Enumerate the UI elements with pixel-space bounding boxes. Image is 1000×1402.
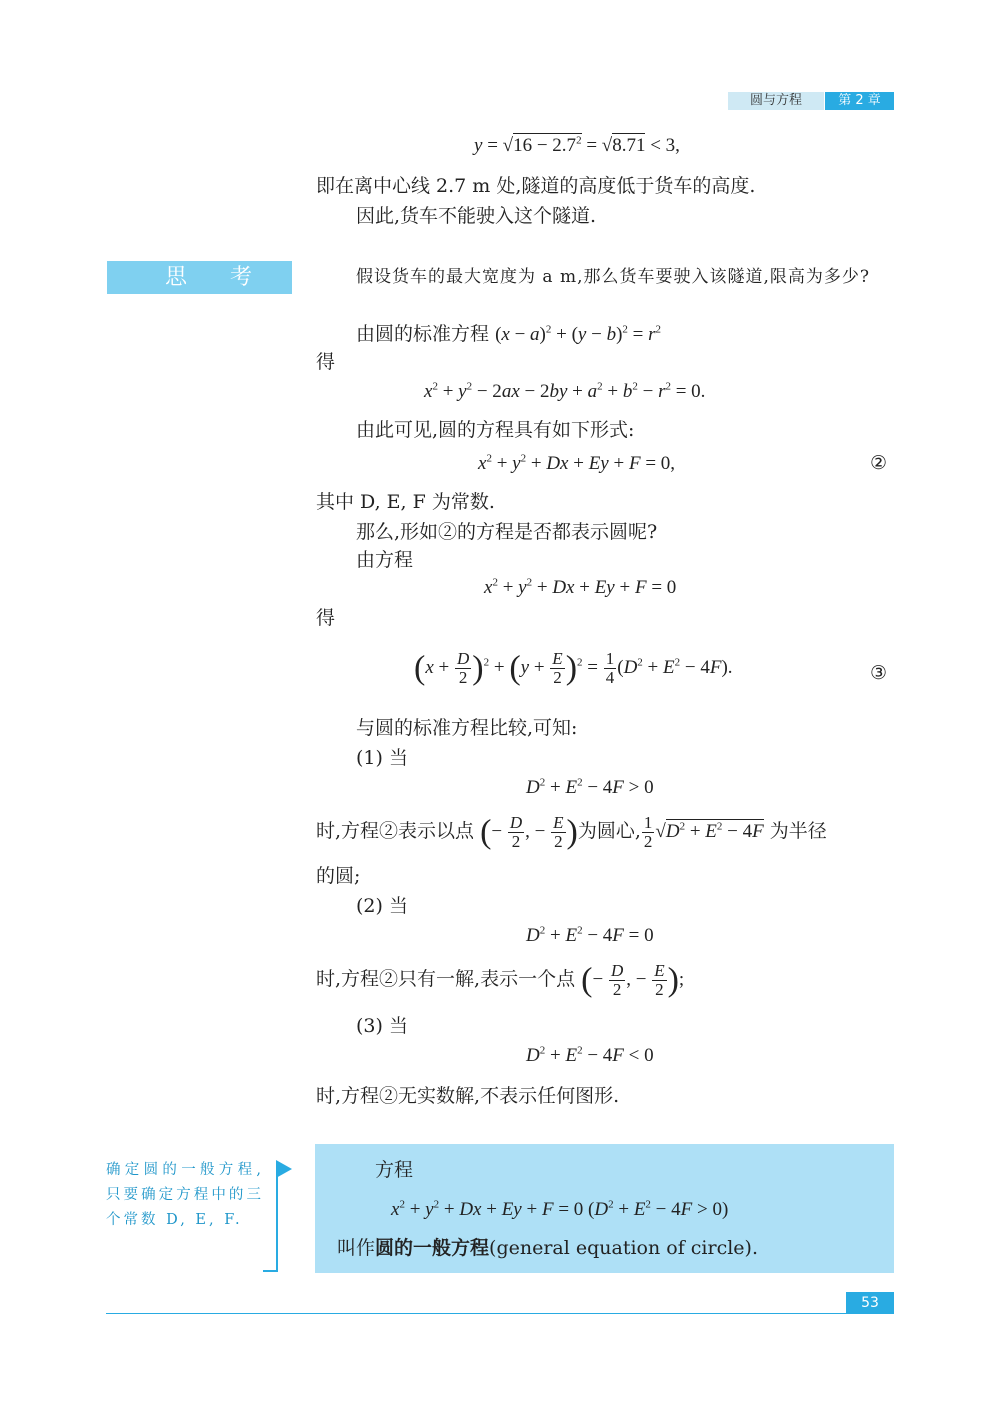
case-3-statement: 时,方程②无实数解,不表示任何图形. <box>316 1085 620 1107</box>
paragraph: 与圆的标准方程比较,可知: <box>356 717 578 739</box>
margin-note-bracket-foot <box>263 1270 278 1272</box>
case-1-condition: $D^2 + E^2 - 4F > 0$ <box>526 776 654 798</box>
definition-english: (general equation of circle). <box>489 1237 758 1259</box>
paragraph-text: 时,方程②表示以点 <box>316 819 475 842</box>
margin-note-bracket <box>276 1170 278 1272</box>
equation-label-2: ② <box>870 453 888 474</box>
paragraph: 由方程 <box>356 549 414 571</box>
equation-standard: $(x - a)^2 + (y - b)^2 = r^2$ <box>495 323 662 345</box>
equation-general-form: $x^2 + y^2 + Dx + Ey + F = 0$, <box>478 452 676 474</box>
definition-statement <box>337 1236 758 1260</box>
paragraph: 由此可见,圆的方程具有如下形式: <box>356 419 635 441</box>
equation-general: $x^2 + y^2 + Dx + Ey + F = 0$ <box>484 576 677 598</box>
margin-note: 确定圆的一般方程,只要确定方程中的三个常数 D, E, F. <box>106 1162 264 1228</box>
case-1-statement <box>316 814 827 851</box>
definition-term: 圆的一般方程 <box>375 1237 490 1259</box>
equation-completed-square: (x + $\frac{D}{2}$ )$^2$ + (y + $\frac{E}{2}$ )$^2$ = $\frac{1}{4}$ $(D^2 + E^2 - 4F)$. <box>414 649 733 687</box>
case-2-statement <box>316 962 684 999</box>
page-number: 53 <box>846 1292 894 1314</box>
equation-label-3: ③ <box>870 663 888 684</box>
case-3-label: (3) 当 <box>356 1015 408 1037</box>
paragraph: 其中 D, E, F 为常数. <box>316 491 495 513</box>
center-point: (− $\frac{D}{2}$ , − $\frac{E}{2}$ ) <box>480 813 578 851</box>
think-label: 思 考 <box>107 261 292 294</box>
paragraph-text: 由圆的标准方程 <box>356 323 490 345</box>
paragraph: 即在离中心线 2.7 m 处,隧道的高度低于货车的高度. <box>316 175 756 197</box>
single-point: (− $\frac{D}{2}$ , − $\frac{E}{2}$ ); <box>581 961 685 999</box>
case-3-condition: $D^2 + E^2 - 4F < 0$ <box>526 1044 654 1066</box>
paragraph: 得 <box>316 607 336 629</box>
paragraph-text: 时,方程②只有一解,表示一个点 <box>316 967 576 990</box>
chapter-number: 第 2 章 <box>825 92 894 110</box>
chapter-topic: 圆与方程 <box>728 92 824 110</box>
paragraph-text: 为半径 <box>769 819 827 842</box>
definition-intro: 方程 <box>375 1159 414 1181</box>
paragraph: 因此,货车不能驶入这个隧道. <box>356 205 597 227</box>
case-2-label: (2) 当 <box>356 895 408 917</box>
case-1-label: (1) 当 <box>356 747 408 769</box>
footer-rule <box>106 1313 846 1314</box>
flag-icon <box>276 1160 292 1178</box>
definition-equation: $x^2 + y^2 + Dx + Ey + F = 0$ $(D^2 + E^2 - 4F > 0)$ <box>391 1198 729 1220</box>
equation-y: $y = √16 - 2.7^2 = √8.71 < 3$, <box>474 134 680 156</box>
definition-box <box>315 1144 894 1273</box>
think-question: 假设货车的最大宽度为 a m,那么货车要驶入该隧道,限高为多少? <box>356 267 870 287</box>
case-2-condition: $D^2 + E^2 - 4F = 0$ <box>526 924 654 946</box>
paragraph: 那么,形如②的方程是否都表示圆呢? <box>356 521 658 543</box>
paragraph: 得 <box>316 351 336 373</box>
equation-expanded: $x^2 + y^2 - 2ax - 2by + a^2 + b^2 - r^2 = 0$. <box>424 380 706 402</box>
paragraph <box>356 322 661 347</box>
radius-expression: $\frac{1}{2}$ $√D^2 + E^2 - 4F$ <box>643 813 764 851</box>
paragraph: 的圆; <box>316 865 361 887</box>
paragraph-text: 为圆心, <box>577 819 641 842</box>
definition-prefix: 叫作 <box>337 1237 376 1259</box>
